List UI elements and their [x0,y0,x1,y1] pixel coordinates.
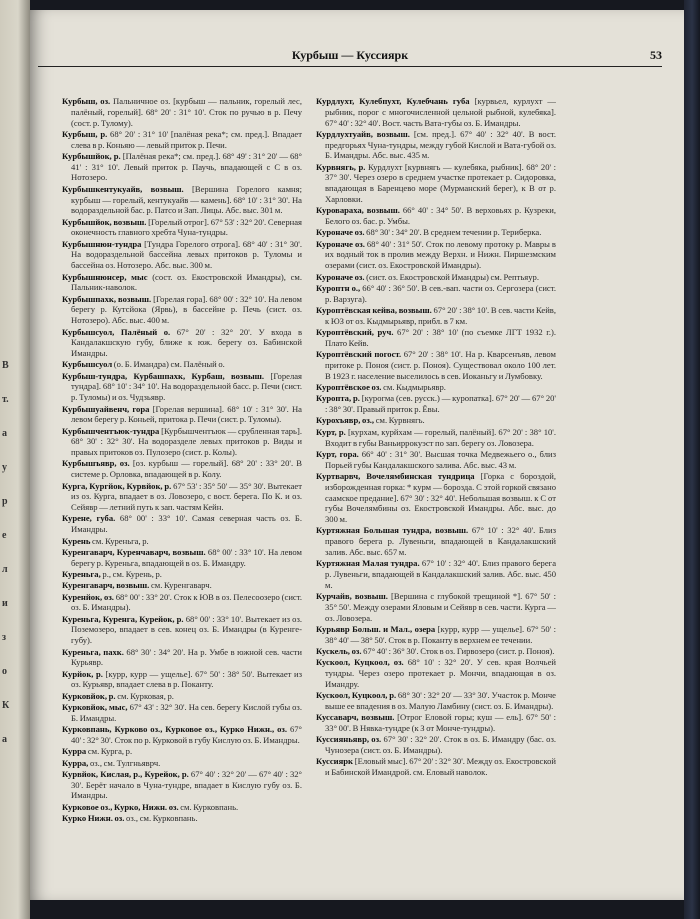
dictionary-entry [62,580,302,591]
adjacent-page-fragment: е [2,530,7,541]
entry-body: 67° 20' : 38° 10' (по съемке ЛГТ 1932 г.). Плато Кейв. [325,327,556,348]
entry-headword: Курчайв, возвыш. [316,591,388,602]
entry-headword: Курковое оз., Курко, Нижн. оз. [62,801,179,812]
entry-headword: Курбыш-тундра, Курбашпахк, Курбаш, возвыш. [62,370,265,381]
running-header [38,46,662,67]
dictionary-entry [62,481,302,513]
adjacent-page-edge [0,0,30,919]
entry-body: 68° 20' : 31° 10' [палёная река*; см. пред.]. Впадает слева в р. Коньяю — левый приток р. Печи. [71,128,302,150]
dictionary-entry [62,371,302,403]
entry-headword: Курга, Кургйок, Курвйок, р. [62,480,172,491]
entry-body: 67° 53' : 35° 50' — 35° 30'. Вытекает из оз. Курга, впадает в оз. Ловозеро, с вост. берега. По К. и оз. Сейявр — летний путь к зап. частям Кейн. [71,480,302,513]
adjacent-page-fragment: л [2,564,8,575]
entry-body: оз., см. Тулгньяврч. [88,757,161,768]
adjacent-page-fragment: т. [2,394,9,405]
entry-body: [оз. курбыш — горелый]. 68° 20' : 33° 20'. В системе р. Орловка, впадающей в р. Колу. [71,458,302,480]
entry-body: 66° 40' : 36° 50'. В сев.-вап. части оз. Сергозера (сист. р. Варзуга). [325,282,556,304]
entry-body: 68° 30' : 34° 20'. В среднем течении р. Териберка. [364,227,542,238]
entry-body: [см. пред.]. 67° 40' : 32° 40'. В вост. предгорьях Чуна-тундры, между губой Кислой и Вата-губой оз. Б. Имандры. Абс. выс. 435 м. [325,128,556,161]
entry-headword: Курбышсуол [62,359,113,370]
entry-headword: Курбышпахк, возвыш. [62,293,152,304]
dictionary-entry [62,129,302,151]
entry-headword: Курбышчентъюк-тундра [62,425,160,436]
entry-body: 68° 30' : 32° 20' — 33° 30'. Участок р. Монче выше ее впадения в оз. Малую Ламбину (сист. оз. Б. Имандры). [325,690,556,711]
entry-headword: Кускоол, Куцкоол, р. [316,690,397,701]
entry-headword: Курйок, р. [62,668,103,679]
dictionary-entry [316,162,556,205]
entry-headword: Курко Нижн. оз. [62,813,125,824]
entry-headword: Курбышъявр, оз. [62,458,130,469]
dictionary-entry [62,426,302,458]
dictionary-entry [62,359,302,370]
entry-body: (о. Б. Имандра) см. Палёный о. [112,359,225,370]
entry-body: см. Курга, р. [86,746,133,757]
entry-headword: Курбыш, оз. [62,96,111,106]
entry-body: 67° 30' : 32° 20'. Сток в оз. Б. Имандру (бас. оз. Чунозера (сист. оз. Б. Имандры). [325,734,556,756]
dictionary-entry [62,769,302,801]
dictionary-entry [62,547,302,569]
entry-headword: Курвнягь, р. [316,161,366,172]
entry-headword: Куреньга, Куренга, Курейок, р. [62,613,184,624]
entry-headword: Куссиярк [316,756,354,767]
entry-body: 67° 40' : 32° 20' — 67° 40' : 32° 30'. Берёт начало в Чуна-тундре, впадает в Кислую губу оз. Б. Имандры. [71,768,302,801]
dictionary-entry [62,272,302,294]
dictionary-entry [316,558,556,590]
entry-body: 67° 40' : 36° 30'. Сток в оз. Гирвозеро (сист. р. Поноя). [361,645,555,656]
dictionary-entry [62,614,302,646]
entry-body: 68° 00' : 33° 10'. Самая северная часть оз. Б. Имандры. [71,513,302,535]
entry-headword: Курковпань, Курково оз., Курковое оз., Курко Нижн., оз. [62,724,288,735]
dictionary-entry [62,513,302,535]
adjacent-page-fragment: и [2,598,8,609]
entry-headword: Курра [62,746,87,757]
dictionary-entry [316,591,556,623]
entry-body: Курдлухт [курвнягь — кулебяка, рыбник]. 68° 20' : 37° 30'. Через озеро в среднем участке протекает р. Сидоровка, впадающая в Баренцево море (Мурманский берег), к В от р. Харловки. [325,161,556,204]
entry-body: 67° 10' : 32° 40'. Близ правого берега р. Лувеньги, впадающей в Кандалакшский залив. Абс. выс. 450 м. [325,558,556,590]
entry-body: 68° 00' : 33° 10'. На левом берегу р. Куреньга, впадающей в оз. Б. Имандру. [71,546,302,568]
entry-headword: Куртяжная Малая тундра. [316,558,420,569]
entry-body: [Еловый мыс]. 67° 20' : 32° 30'. Между оз. Екостровской и Бабинской Имандрой. см. Еловый наволок. [325,756,556,778]
entry-headword: Куртяжная Большая тундра, возвыш. [316,525,469,536]
dictionary-entry [62,327,302,359]
entry-body: [курхам, курйхам — горелый, палёный]. 67° 20' : 38° 10'. Входит в губы Ваньиррокуэст по зап. берегу оз. Ловозера. [325,426,556,448]
entry-headword: Курковйок, р. [62,690,116,701]
entry-body: см. Кыдмырьявр. [381,382,446,393]
dictionary-entry [316,734,556,756]
entry-headword: Кускоол, Куцкоол, оз. [316,657,404,668]
entry-headword: Куровараха, возвыш. [316,205,400,216]
entry-headword: Курбышсуол, Палёный о. [62,326,171,337]
entry-body: 67° 40' : 32° 30'. Сток по р. Курковой в губу Кислую оз. Б. Имандры. [71,724,302,745]
entry-body: 67° 20' : 38° 10'. На р. Кварсенъяв, левом притоке р. Поноя (сист. р. Поноя). Существовал около 100 лет. В 1923 г. население выселилось в сев. Иоканьгу и Лумбовку. [325,349,556,381]
entry-headword: Куроптёвская кейва, возвыш. [316,305,432,315]
entry-headword: Куртварвч, Вочелямбинская тундрица [316,471,475,481]
entry-body: [Горелая гора]. 68° 00' : 32° 10'. На левом берегу р. Кутсйока (Ярвь), в бассейне р. Печь (сист. оз. Нотозеро). Абс. выс. 400 м. [71,293,302,326]
entry-body: [Горелый отрог]. 67° 53' : 32° 20'. Северная оконечность главного хребта Чуна-тундры. [71,216,302,238]
adjacent-page-fragment: з [2,632,7,643]
entry-headword: Куроначе оз. [316,271,365,282]
entry-headword: Курбышйок, возвыш. [62,216,147,227]
entry-body: оз., см. Курковпань. [124,813,198,824]
entry-headword: Куреньга, пахк. [62,646,124,657]
entry-headword: Курень [62,535,91,546]
adjacent-page-fragment: р [2,496,8,507]
entry-body: [Палёная река*; см. пред.]. 68° 49' : 31° 20' — 68° 41' : 31° 10'. Левый приток р. Паучь, впадающей с С в оз. Нотозеро. [71,150,302,183]
entry-body: [Вершина Горелого камня; курбыш — горелый, кентукуайв — камень]. 68° 10' : 31° 30'. На водораздельной бас. р. Патсо и Зап. Лицы. Абс. выс. 301 м. [71,183,302,216]
entry-headword: Курбышйок, р. [62,150,121,161]
dictionary-entry [316,690,556,712]
dictionary-entry [62,669,302,691]
entry-headword: Куроптёвский, руч. [316,327,394,338]
entry-headword: Куссаварч, возвыш. [316,712,395,723]
entry-headword: Курвйок, Кислая, р., Курейок, р. [62,768,189,779]
dictionary-entry [316,327,556,349]
dictionary-entry [62,294,302,326]
dictionary-entry [316,471,556,525]
entry-body: [Горелая вершина]. 68° 10' : 31° 30'. На левом берегу р. Коньей, притока р. Печи (сист. р. Туломы). [71,403,302,425]
entry-headword: Курбышнюнсер, мыс [62,271,148,282]
entry-headword: Куроптёвское оз. [316,382,382,393]
entry-body: 68° 40' : 31° 50'. Сток по левому протоку р. Мавры в их водный ток в пролив между Верхн. и Нижн. Пиршезмским озерами (сист. оз. Екостровской Имандры). [325,238,556,271]
dictionary-entry [316,349,556,381]
page-number: 53 [650,48,662,62]
dictionary-entry [316,415,556,426]
entry-body: см. Курвнягь. [374,415,425,426]
entry-headword: Курдлухт, Кулебпухт, Кулебчань губа [316,96,470,106]
entry-body: [курр, курр — ущелье]. 67° 50' : 38° 40' — 38° 50'. Сток в р. Поканту в верхнем ее течении. [325,623,556,645]
entry-body: (сост. оз. Екостровской Имандры), см. Пальник-наволок. [71,271,302,293]
entry-body: см. Курковая, р. [115,690,174,701]
entry-headword: Куренйок, оз. [62,591,114,602]
entry-headword: Курьявр Больш. и Мал., озера [316,623,436,634]
dictionary-entry [62,746,302,757]
dictionary-entry [316,393,556,415]
dictionary-entry [62,151,302,183]
dictionary-entry [62,724,302,746]
right-column [316,96,556,886]
entry-body: [Курбышчентъюк — срубленная тарь]. 68° 30' : 32° 30'. На водоразделе левых притоков р. Виды и правых притоков оз. Пулозеро (сист. р. Колы). [71,425,302,458]
entry-headword: Курбышкентукуайв, возвыш. [62,183,184,194]
entry-body: 68° 10' : 32° 20'. У сев. края Волчьей тундры. Через озеро протекает р. Мончи, впадающая в оз. Имандру. [325,657,556,689]
entry-body: 68° 30' : 34° 20'. На р. Умбе в южной сев. части Курьявр. [71,646,302,668]
adjacent-page-fragment: К [2,700,10,711]
book-cover-edge [684,0,700,919]
entry-headword: Курохъявр, оз., [316,415,375,426]
entry-headword: Курбышнюн-тундра [62,238,142,249]
entry-body: [курогма (сев. русск.) — куропатка]. 67° 20' — 67° 20' : 38° 30'. Правый приток р. Ёвы. [325,393,556,415]
entry-body: 66° 40' : 34° 50'. В верховьях р. Кузреки, Белого оз. бас. р. Умбы. [325,205,556,227]
entry-body: 68° 00' : 33° 20'. Сток к ЮВ в оз. Пелесоозеро (сист. оз. Б. Имандры). [71,591,302,613]
running-header-title: Курбыш — Куссиярк [291,48,409,62]
dictionary-entry [316,283,556,305]
entry-headword: Куропта, р. [316,393,360,404]
entry-body: Пальничное оз. [курбыш — пальник, горелый лес, палёный, горелый]. 68° 20' : 31° 10'. Сток по ручью в р. Печу (сост. р. Тулому). [71,96,302,128]
entry-body: 67° 20' : 32° 20'. У входа в Кандалакшскую губу, ближе к юж. берегу оз. Бабинской Имандры. [71,326,302,358]
entry-body: [курр, курр — ущелье]. 67° 50' : 38° 50'. Вытекает из оз. Курьявр, впадает слева в р. Поканту. [71,668,302,690]
adjacent-page-fragment: В [2,360,9,371]
entry-headword: Курт, р. [316,426,346,437]
dictionary-entry [62,569,302,580]
dictionary-entry [316,427,556,449]
entry-headword: Курдлухтуайв, возвыш. [316,128,410,139]
entry-body: [Горелая тундра]. 68° 10' : 34° 10'. На водораздельной басс. р. Печи (сист. р. Туломы) и оз. Чудзьявр. [71,370,302,403]
entry-body: 67° 10' : 32° 40'. Близ правого берега р. Лувеньги, впадающей в Кандалакшский залив. Абс. выс. 657 м. [325,525,556,557]
entry-headword: Курбыш, р. [62,128,108,139]
entry-headword: Курене, губа. [62,513,116,524]
entry-body: 68° 00' : 33° 10'. Вытекает из оз. Поземозеро, впадает в сев. конец оз. Б. Имандры (в Куренге-губу). [71,613,302,646]
dictionary-entry [62,802,302,813]
dictionary-entry [316,305,556,327]
entry-body: [Горка с бороздой, изборожденная горка: * курм — борозда. С этой горкой связано саамское предание]. 67° 30' : 32° 40'. Небольшая возвыш. к С от губы Вочелямбины оз. Екостровской Имандры. Абс. выс. до 300 м. [325,471,556,524]
entry-body: [курвьел, курлухт — рыбник, порог с многочисленной цельной рыбной, кулебяка]. 67° 40' : 32° 40'. Вост. часть Вата-губы оз. Б. Имандры. [325,96,556,128]
entry-body: 67° 20' : 38° 10'. В сев. части Кейв, к ЮЗ от оз. Кыдмырьявр, прибл. в 7 км. [325,305,556,326]
entry-headword: Куреньга, [62,568,101,579]
dictionary-entry [62,702,302,724]
entry-body: р., см. Курень, р. [100,568,162,579]
entry-headword: Курра, [62,757,89,768]
entry-body: см. Куреньга, р. [90,535,149,546]
entry-headword: Курковйок, мыс, [62,702,128,713]
dictionary-entry [316,624,556,646]
entry-headword: Куроптёвский погост. [316,349,402,360]
entry-headword: Куссияньявр, оз. [316,734,382,745]
dictionary-entry [62,813,302,824]
dictionary-entry [316,227,556,238]
dictionary-entry [62,592,302,614]
dictionary-entry [62,536,302,547]
dictionary-entry [316,239,556,271]
entry-body: (сист. оз. Екостровской Имандры) см. Рептьяур. [364,271,539,282]
entry-body: [Тундра Горелого отрога]. 68° 40' : 31° 30'. На водораздельной бассейна левых притоков р. Туломы и бассейна оз. Нотозеро. Абс. выс. 300 м. [71,238,302,271]
entry-body: см. Куренгаварч. [149,580,212,591]
left-column [62,96,302,886]
adjacent-page-fragment: у [2,462,7,473]
dictionary-entry [62,458,302,480]
dictionary-entry [316,205,556,227]
dictionary-entry [316,646,556,657]
dictionary-entry [316,525,556,557]
entry-body: [Вершина с глубокой трещиной *]. 67° 50' : 35° 50'. Между озерами Яловым и Сейявр в сев. части. Курга — оз. Ловозера. [325,591,556,623]
entry-body: 66° 40' : 31° 30'. Высшая точка Медвежьего о., близ Порьей губы Кандалакшского залива. Абс. выс. 43 м. [325,448,556,470]
dictionary-entry [316,712,556,734]
dictionary-entry [62,647,302,669]
dictionary-entry [62,691,302,702]
dictionary-entry [316,449,556,471]
entry-headword: Куроначе оз. [316,238,365,249]
entry-body: [Отрог Еловой горы; куш — ель]. 67° 50' : 33° 00'. В Нявка-тундре (к З от Монче-тундры). [325,712,556,733]
entry-headword: Курт, гора. [316,448,359,459]
dictionary-entry [316,96,556,128]
dictionary-entry [62,184,302,216]
dictionary-entry [316,272,556,283]
entry-body: см. Курковпань. [178,801,239,812]
entry-headword: Кускель, оз. [316,645,362,656]
entry-headword: Куренгаварч, Куренчаварч, возвыш. [62,546,206,557]
entry-body: 67° 43' : 32° 30'. На сев. берегу Кислой губы оз. Б. Имандры. [71,702,302,723]
dictionary-entry [316,756,556,778]
dictionary-entry [62,239,302,271]
adjacent-page-fragment: о [2,666,7,677]
dictionary-entry [316,657,556,689]
entry-headword: Куренгаварч, возвыш. [62,580,150,591]
adjacent-page-fragment: а [2,734,7,745]
entry-headword: Куроптн о., [316,282,361,293]
dictionary-entry [316,129,556,161]
dictionary-entry [62,404,302,426]
adjacent-page-fragment: а [2,428,7,439]
dictionary-entry [62,758,302,769]
entry-headword: Курбышуайвенч, гора [62,403,150,414]
entry-headword: Куроначе оз. [316,227,365,238]
dictionary-entry [316,382,556,393]
dictionary-entry [62,217,302,239]
dictionary-entry [62,96,302,128]
